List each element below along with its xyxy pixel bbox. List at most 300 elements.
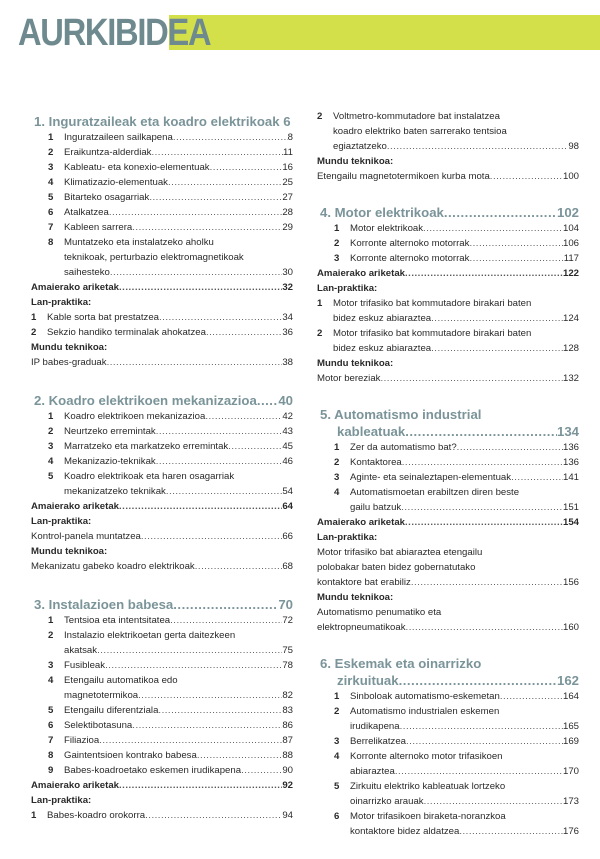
toc-entry[interactable] xyxy=(31,529,293,544)
entry-title: Bitarteko osagarriak xyxy=(64,192,150,203)
entry-number: 5 xyxy=(48,192,54,203)
leader-dots xyxy=(110,265,282,280)
entry-page: 64 xyxy=(282,501,293,512)
practice-label xyxy=(317,281,579,296)
entry-number: 8 xyxy=(48,750,54,761)
entry-title: Marratzeko eta markatzeko erremintak xyxy=(64,441,229,452)
label-text: Mundu teknikoa: xyxy=(317,358,394,369)
entry-page: 169 xyxy=(562,736,579,747)
toc-entry-continuation[interactable] xyxy=(317,341,579,356)
toc-entry-continuation[interactable] xyxy=(317,620,579,635)
toc-entry[interactable] xyxy=(317,605,579,620)
leader-dots xyxy=(380,371,563,386)
section-heading[interactable] xyxy=(320,406,579,423)
entry-number: 3 xyxy=(48,441,54,452)
entry-title: Kableen sarrera xyxy=(64,222,133,233)
toc-entry[interactable] xyxy=(31,355,293,370)
toc-entry[interactable] xyxy=(31,310,293,325)
toc-entry[interactable] xyxy=(317,809,579,824)
toc-entry[interactable] xyxy=(317,779,579,794)
entry-number: 1 xyxy=(334,442,340,453)
tech-label xyxy=(31,340,293,355)
entry-number: 7 xyxy=(48,222,54,233)
entry-number: 3 xyxy=(334,253,340,264)
section-heading[interactable] xyxy=(34,392,293,409)
toc-section-continued xyxy=(317,109,579,184)
toc-section xyxy=(31,392,293,574)
section-title: 6. Eskemak eta oinarrizko xyxy=(320,656,482,671)
toc-entry[interactable] xyxy=(317,689,579,704)
entry-number: 9 xyxy=(48,765,54,776)
entry-title: Motor bereziak xyxy=(317,373,381,384)
entry-title: Automatismo industrialen eskemen xyxy=(350,706,500,717)
entry-title: Kontaktorea xyxy=(350,457,402,468)
entry-page: 154 xyxy=(562,517,579,528)
entry-number: 8 xyxy=(48,237,54,248)
practice-label xyxy=(31,793,293,808)
toc-section xyxy=(317,406,579,635)
toc-entry[interactable] xyxy=(317,236,579,251)
section-heading-cont[interactable] xyxy=(337,672,579,689)
leader-dots xyxy=(395,764,563,779)
leader-dots xyxy=(156,424,283,439)
leader-dots xyxy=(170,613,282,628)
toc-entry[interactable] xyxy=(31,145,293,160)
leader-dots xyxy=(401,500,563,515)
entry-title: Automatismo penumatiko eta xyxy=(317,607,442,618)
leader-dots xyxy=(405,423,557,440)
entry-title: Mekanizatu gabeko koadro elektrikoak xyxy=(31,561,195,572)
leader-dots xyxy=(109,205,283,220)
leader-dots xyxy=(411,575,563,590)
tech-label xyxy=(317,154,579,169)
leader-dots xyxy=(387,139,568,154)
leader-dots xyxy=(469,236,563,251)
entry-page: 90 xyxy=(282,765,293,776)
entry-page: 176 xyxy=(562,826,579,837)
entry-title: Gaintentsioen kontrako babesa xyxy=(64,750,197,761)
toc-entry[interactable] xyxy=(31,190,293,205)
entry-title: Motor trifasiko bat abiaraztea etengailu xyxy=(317,547,483,558)
entry-number: 1 xyxy=(31,312,37,323)
toc-entry[interactable] xyxy=(31,559,293,574)
label-text: Lan-praktika: xyxy=(31,297,92,308)
entry-page: 160 xyxy=(562,622,579,633)
entry-title: Amaierako ariketak xyxy=(31,282,119,293)
entry-number: 2 xyxy=(317,328,323,339)
toc-entry[interactable] xyxy=(31,325,293,340)
leader-dots xyxy=(149,190,282,205)
exercises-entry[interactable] xyxy=(317,266,579,281)
entry-page: 136 xyxy=(562,442,579,453)
entry-title: Motor trifasikoen biraketa-noranzkoa xyxy=(350,811,506,822)
entry-page: 165 xyxy=(562,721,579,732)
entry-number: 4 xyxy=(48,456,54,467)
toc-entry-continuation[interactable] xyxy=(317,560,579,575)
entry-title: Instalazio elektrikoetan gerta daitezkeen xyxy=(64,630,236,641)
leader-dots xyxy=(119,499,282,514)
entry-number: 2 xyxy=(48,147,54,158)
leader-dots xyxy=(228,439,282,454)
toc-entry-continuation[interactable] xyxy=(31,484,293,499)
toc-entry[interactable] xyxy=(317,704,579,719)
page-header xyxy=(18,12,600,54)
entry-title: Eraikuntza-alderdiak xyxy=(64,147,152,158)
entry-title: Amaierako ariketak xyxy=(31,501,119,512)
tech-label xyxy=(317,590,579,605)
entry-title: Kable sorta bat prestatzea xyxy=(47,312,159,323)
leader-dots xyxy=(99,733,282,748)
leader-dots xyxy=(159,310,282,325)
leader-dots xyxy=(490,169,563,184)
entry-title: Fusibleak xyxy=(64,660,106,671)
leader-dots xyxy=(241,763,282,778)
toc-column-right xyxy=(317,109,579,859)
leader-dots xyxy=(459,824,563,839)
label-text: Mundu teknikoa: xyxy=(31,342,108,353)
entry-title: Tentsioa eta intentsitatea xyxy=(64,615,171,626)
section-title: 4. Motor elektrikoak xyxy=(320,205,444,220)
leader-dots xyxy=(405,515,563,530)
entry-title: magnetotermikoa xyxy=(64,690,139,701)
label-text: Lan-praktika: xyxy=(317,283,378,294)
entry-title: Sinboloak automatismo-eskemetan xyxy=(350,691,500,702)
toc-entry[interactable] xyxy=(31,130,293,145)
entry-number: 6 xyxy=(48,720,54,731)
entry-number: 4 xyxy=(334,487,340,498)
entry-number: 2 xyxy=(31,327,37,338)
entry-page: 86 xyxy=(282,720,293,731)
toc-entry[interactable] xyxy=(317,221,579,236)
entry-page: 82 xyxy=(282,690,293,701)
entry-title: abiaraztea xyxy=(350,766,395,777)
toc-entry-continuation[interactable] xyxy=(317,124,579,139)
entry-page: 106 xyxy=(562,238,579,249)
entry-number: 2 xyxy=(334,706,340,717)
entry-title: Etengailu automatikoa edo xyxy=(64,675,178,686)
entry-title: akatsak xyxy=(64,645,98,656)
entry-page: 43 xyxy=(282,426,293,437)
entry-title: Motor trifasiko bat kommutadore birakari baten xyxy=(333,298,532,309)
entry-page: 136 xyxy=(562,457,579,468)
leader-dots xyxy=(400,719,563,734)
toc-entry[interactable] xyxy=(317,749,579,764)
toc-entry[interactable] xyxy=(31,205,293,220)
entry-page: 100 xyxy=(562,171,579,182)
entry-title: Amaierako ariketak xyxy=(317,517,405,528)
leader-dots xyxy=(166,484,282,499)
toc-entry-continuation[interactable] xyxy=(317,500,579,515)
leader-dots xyxy=(197,748,283,763)
toc-column-left xyxy=(31,113,293,845)
leader-dots xyxy=(173,596,278,613)
leader-dots xyxy=(406,734,563,749)
toc-entry[interactable] xyxy=(31,235,293,250)
entry-title: irudikapena xyxy=(350,721,400,732)
entry-number: 2 xyxy=(48,426,54,437)
entry-title: Muntatzeko eta instalatzeko aholku xyxy=(64,237,214,248)
leader-dots xyxy=(457,440,563,455)
toc-entry[interactable] xyxy=(31,703,293,718)
entry-title: Atalkatzea xyxy=(64,207,109,218)
leader-dots xyxy=(138,688,282,703)
entry-number: 1 xyxy=(334,223,340,234)
toc-entry[interactable] xyxy=(31,439,293,454)
entry-page: 128 xyxy=(562,343,579,354)
section-page: 162 xyxy=(556,673,579,688)
entry-number: 2 xyxy=(317,111,323,122)
toc-entry[interactable] xyxy=(31,808,293,823)
exercises-entry[interactable] xyxy=(31,280,293,295)
entry-title: IP babes-graduak xyxy=(31,357,107,368)
entry-title: Aginte- eta seinaleztapen-elementuak xyxy=(350,472,512,483)
entry-page: 30 xyxy=(282,267,293,278)
toc-entry[interactable] xyxy=(317,485,579,500)
section-heading-cont[interactable] xyxy=(337,423,579,440)
toc-entry[interactable] xyxy=(31,763,293,778)
label-text: Lan-praktika: xyxy=(31,516,92,527)
label-text: Lan-praktika: xyxy=(317,532,378,543)
leader-dots xyxy=(511,470,563,485)
leader-dots xyxy=(107,355,283,370)
leader-dots xyxy=(406,620,563,635)
entry-page: 42 xyxy=(282,411,293,422)
leader-dots xyxy=(444,204,557,221)
toc-entry-continuation[interactable] xyxy=(317,764,579,779)
entry-title: Amaierako ariketak xyxy=(317,268,405,279)
leader-dots xyxy=(141,529,282,544)
toc-entry[interactable] xyxy=(31,718,293,733)
entry-number: 6 xyxy=(334,811,340,822)
toc-entry[interactable] xyxy=(317,169,579,184)
toc-entry[interactable] xyxy=(317,326,579,341)
leader-dots xyxy=(424,794,563,809)
entry-title: Motor trifasiko bat kommutadore birakari baten xyxy=(333,328,532,339)
leader-dots xyxy=(431,341,563,356)
leader-dots xyxy=(205,409,282,424)
toc-entry[interactable] xyxy=(317,371,579,386)
entry-number: 1 xyxy=(31,810,37,821)
toc-entry[interactable] xyxy=(31,469,293,484)
entry-title: bidez eskuz abiaraztea xyxy=(333,313,432,324)
entry-page: 78 xyxy=(282,660,293,671)
exercises-entry[interactable] xyxy=(31,778,293,793)
entry-title: Sekzio handiko terminalak ahokatzea xyxy=(47,327,206,338)
entry-title: koadro elektriko baten sarrerako tentsioa xyxy=(333,126,507,137)
entry-number: 5 xyxy=(48,705,54,716)
toc-entry-continuation[interactable] xyxy=(31,643,293,658)
toc-entry[interactable] xyxy=(31,220,293,235)
leader-dots xyxy=(151,145,283,160)
toc-entry[interactable] xyxy=(31,658,293,673)
entry-number: 1 xyxy=(48,615,54,626)
toc-entry-continuation[interactable] xyxy=(317,139,579,154)
leader-dots xyxy=(399,672,557,689)
toc-section xyxy=(31,596,293,823)
toc-entry[interactable] xyxy=(31,175,293,190)
toc-section xyxy=(31,113,293,370)
entry-page: 170 xyxy=(562,766,579,777)
toc-entry[interactable] xyxy=(317,251,579,266)
toc-entry-continuation[interactable] xyxy=(317,794,579,809)
leader-dots xyxy=(119,280,282,295)
entry-number: 1 xyxy=(334,691,340,702)
entry-page: 83 xyxy=(282,705,293,716)
section-title-cont: kableatuak xyxy=(337,424,406,439)
entry-title: gailu batzuk xyxy=(350,502,402,513)
toc-entry[interactable] xyxy=(317,470,579,485)
entry-page: 124 xyxy=(562,313,579,324)
section-page: 102 xyxy=(556,205,579,220)
entry-number: 5 xyxy=(48,471,54,482)
entry-page: 164 xyxy=(562,691,579,702)
entry-number: 5 xyxy=(334,781,340,792)
entry-page: 54 xyxy=(282,486,293,497)
toc-entry[interactable] xyxy=(31,733,293,748)
section-heading[interactable] xyxy=(34,596,293,613)
toc-entry[interactable] xyxy=(31,628,293,643)
toc-entry[interactable] xyxy=(317,734,579,749)
toc-entry[interactable] xyxy=(31,424,293,439)
toc-entry[interactable] xyxy=(317,545,579,560)
entry-page: 132 xyxy=(562,373,579,384)
toc-entry[interactable] xyxy=(317,455,579,470)
leader-dots xyxy=(405,266,563,281)
entry-page: 29 xyxy=(282,222,293,233)
entry-title: saihesteko xyxy=(64,267,110,278)
tech-label xyxy=(31,544,293,559)
toc-entry-continuation[interactable] xyxy=(31,250,293,265)
leader-dots xyxy=(156,454,283,469)
entry-title: Voltmetro-kommutadore bat instalatzea xyxy=(333,111,500,122)
toc-entry-continuation[interactable] xyxy=(317,719,579,734)
header-accent-bar xyxy=(169,15,600,50)
entry-number: 1 xyxy=(48,132,54,143)
leader-dots xyxy=(195,559,283,574)
entry-page: 72 xyxy=(282,615,293,626)
entry-page: 8 xyxy=(287,132,293,143)
section-heading[interactable] xyxy=(320,655,579,672)
entry-page: 32 xyxy=(282,282,293,293)
toc-entry[interactable] xyxy=(317,109,579,124)
entry-number: 7 xyxy=(48,735,54,746)
entry-page: 151 xyxy=(562,502,579,513)
exercises-entry[interactable] xyxy=(317,515,579,530)
toc-entry[interactable] xyxy=(31,160,293,175)
tech-label xyxy=(317,356,579,371)
section-title: 1. Inguratzaileak eta koadro elektrikoak xyxy=(34,114,280,129)
entry-number: 3 xyxy=(334,472,340,483)
toc-entry[interactable] xyxy=(31,673,293,688)
entry-page: 92 xyxy=(282,780,293,791)
entry-page: 28 xyxy=(282,207,293,218)
entry-page: 94 xyxy=(282,810,293,821)
entry-title: Zer da automatismo bat? xyxy=(350,442,457,453)
entry-number: 4 xyxy=(334,751,340,762)
section-title-cont: zirkuituak xyxy=(337,673,399,688)
toc-entry-continuation[interactable] xyxy=(31,688,293,703)
entry-title: teknikoak, perturbazio elektromagnetikoak xyxy=(64,252,244,263)
entry-title: Mekanizazio-teknikak xyxy=(64,456,156,467)
entry-page: 173 xyxy=(562,796,579,807)
entry-title: Koadro elektrikoen mekanizazioa xyxy=(64,411,206,422)
toc-entry[interactable] xyxy=(31,748,293,763)
entry-number: 6 xyxy=(48,207,54,218)
entry-title: Berrelikatzea xyxy=(350,736,406,747)
label-text: Mundu teknikoa: xyxy=(317,156,394,167)
section-page: 70 xyxy=(278,597,293,612)
entry-page: 66 xyxy=(282,531,293,542)
entry-number: 3 xyxy=(334,736,340,747)
section-page: 6 xyxy=(283,114,291,129)
entry-number: 2 xyxy=(334,457,340,468)
entry-title: Babes-koadroetako eskemen irudikapena xyxy=(64,765,242,776)
entry-title: Selektibotasuna xyxy=(64,720,133,731)
entry-title: Motor elektrikoak xyxy=(350,223,424,234)
section-title: 3. Instalazioen babesa xyxy=(34,597,174,612)
toc-entry[interactable] xyxy=(31,613,293,628)
entry-number: 3 xyxy=(48,660,54,671)
section-heading[interactable] xyxy=(34,113,293,130)
entry-page: 11 xyxy=(283,147,293,158)
entry-title: kontaktore bidez aldatzea xyxy=(350,826,460,837)
leader-dots xyxy=(158,703,282,718)
entry-page: 75 xyxy=(282,645,293,656)
entry-page: 88 xyxy=(282,750,293,761)
leader-dots xyxy=(423,221,563,236)
entry-number: 1 xyxy=(317,298,323,309)
toc-entry[interactable] xyxy=(317,440,579,455)
toc-entry-continuation[interactable] xyxy=(317,824,579,839)
entry-title: Korronte alternoko motor trifasikoen xyxy=(350,751,503,762)
page-title: AURKIBIDEA xyxy=(18,12,211,54)
entry-title: elektropneumatikoak xyxy=(317,622,406,633)
toc-entry[interactable] xyxy=(31,454,293,469)
entry-page: 46 xyxy=(282,456,293,467)
section-heading[interactable] xyxy=(320,204,579,221)
leader-dots xyxy=(145,808,282,823)
toc-entry-continuation[interactable] xyxy=(317,311,579,326)
entry-title: mekanizatzeko teknikak xyxy=(64,486,166,497)
exercises-entry[interactable] xyxy=(31,499,293,514)
entry-number: 1 xyxy=(48,411,54,422)
entry-page: 141 xyxy=(562,472,579,483)
entry-page: 68 xyxy=(282,561,293,572)
entry-page: 87 xyxy=(282,735,293,746)
toc-entry[interactable] xyxy=(31,409,293,424)
toc-entry-continuation[interactable] xyxy=(317,575,579,590)
entry-title: Korronte alternoko motorrak xyxy=(350,238,470,249)
leader-dots xyxy=(431,311,563,326)
entry-title: bidez eskuz abiaraztea xyxy=(333,343,432,354)
leader-dots xyxy=(168,175,282,190)
entry-page: 45 xyxy=(282,441,293,452)
entry-page: 156 xyxy=(562,577,579,588)
entry-title: Neurtzeko erremintak xyxy=(64,426,156,437)
toc-entry[interactable] xyxy=(317,296,579,311)
entry-title: Inguratzaileen sailkapena xyxy=(64,132,173,143)
section-title: 2. Koadro elektrikoen mekanizazioa xyxy=(34,393,257,408)
label-text: Mundu teknikoa: xyxy=(31,546,108,557)
leader-dots xyxy=(206,325,282,340)
toc-entry-continuation[interactable] xyxy=(31,265,293,280)
leader-dots xyxy=(132,220,282,235)
section-page: 134 xyxy=(556,424,579,439)
leader-dots xyxy=(257,392,279,409)
entry-page: 122 xyxy=(562,268,579,279)
toc-section xyxy=(317,204,579,386)
entry-number: 2 xyxy=(334,238,340,249)
